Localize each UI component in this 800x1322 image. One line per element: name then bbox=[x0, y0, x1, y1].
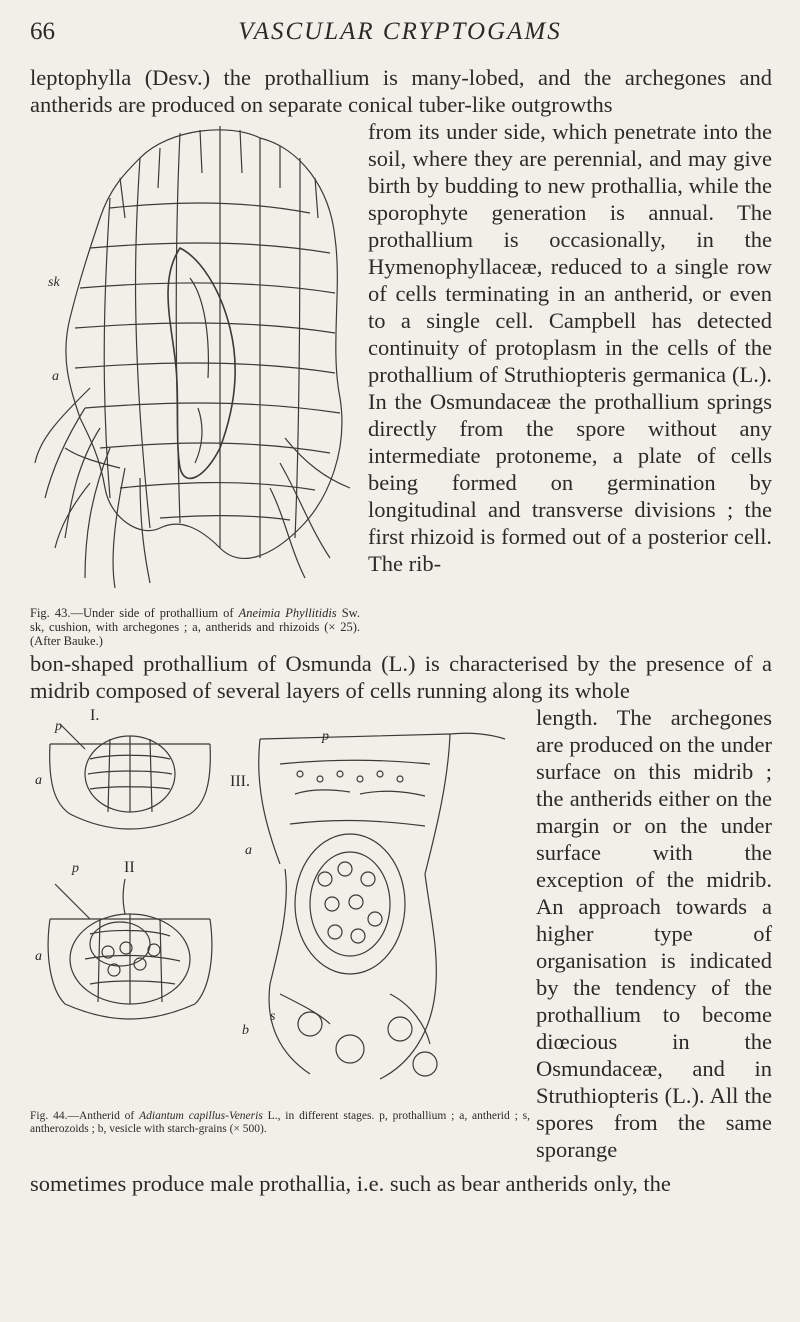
page-number: 66 bbox=[30, 18, 55, 45]
figure-44 bbox=[30, 704, 530, 1100]
figure-44-caption bbox=[30, 1110, 530, 1136]
figure-44-label-s: s bbox=[270, 1009, 276, 1024]
figure-44-caption-prefix: Fig. 44.—Antherid of bbox=[30, 1110, 135, 1122]
figure-44-label-a-panel-i: a bbox=[35, 773, 42, 788]
figure-43-label-a: a bbox=[52, 369, 59, 384]
page-header bbox=[30, 18, 770, 58]
figure-44-label-p-panel-ii: p bbox=[72, 861, 79, 876]
figure-44-label-p-panel-i: p bbox=[55, 719, 62, 734]
figure-44-caption-species: Adiantum capillus-Veneris bbox=[139, 1110, 263, 1122]
figure-43-caption-species: Aneimia Phyllitidis bbox=[238, 606, 337, 620]
figure-44-label-a-panel-iii: a bbox=[245, 843, 252, 858]
figure-43-caption-rest: Sw. sk, cushion, with archegones ; a, antherids and rhizoids (× 25). (After Bauke.) bbox=[30, 606, 361, 648]
paragraph-osmundaceae: from its under side, which penetrate into the soil, where they are perennial, and may give birth by budding to new prothallia, while the sporophyte generation is annual. The prothallium is occasionally, in the Hymenophyllaceæ, reduced to a single row of cells terminating in an antherid, or even to a single cell. Campbell has detected continuity of protoplasm in the cells of the prothallium of Struthiopteris germanica (L.). In the Osmundaceæ the prothallium springs directly from the spore without any intermediate protoneme, a plate of cells being formed on germination by longitudinal and transverse divisions ; the first rhizoid is formed out of a posterior cell. The rib- bbox=[368, 119, 772, 576]
figure-43-illustration bbox=[30, 118, 360, 598]
figure-44-illustration bbox=[30, 704, 530, 1100]
figure-44-label-p-panel-iii: p bbox=[322, 729, 329, 744]
paragraph-male-prothallia: sometimes produce male prothallia, i.e. such as bear antherids only, the bbox=[30, 1171, 671, 1196]
figure-44-label-a-panel-ii: a bbox=[35, 949, 42, 964]
paragraph-intro: leptophylla (Desv.) the prothallium is many-lobed, and the archegones and antherids are produced on separate conical tuber-like outgrowths bbox=[30, 65, 772, 117]
figure-44-label-panel-ii: II bbox=[124, 859, 135, 876]
figure-43 bbox=[30, 118, 360, 598]
figure-44-caption-rest: L., in different stages. p, prothallium ; a, antherid ; s, antherozoids ; b, vesicle with starch-grains (× 500). bbox=[30, 1110, 530, 1135]
figure-44-label-panel-iii: III. bbox=[230, 773, 250, 790]
figure-43-label-sk: sk bbox=[48, 275, 60, 290]
paragraph-archegones: length. The archegones are produced on the under surface on this midrib ; the antherids either on the margin or on the under surface with the exception of the midrib. An approach towards a higher type of organisation is indicated by the tendency of the prothallium to become diœcious in the Osmundaceæ, and in Struthiopteris (L.). All the spores from the same sporange bbox=[536, 705, 772, 1162]
running-head: VASCULAR CRYPTOGAMS bbox=[238, 18, 562, 45]
figure-44-label-b: b bbox=[242, 1023, 249, 1038]
paragraph-osmunda: bon-shaped prothallium of Osmunda (L.) is characterised by the presence of a midrib composed of several layers of cells running along its whole bbox=[30, 651, 772, 703]
figure-44-label-panel-i: I. bbox=[90, 707, 100, 724]
figure-43-caption bbox=[30, 606, 360, 648]
figure-43-caption-prefix: Fig. 43.—Under side of prothallium of bbox=[30, 606, 234, 620]
